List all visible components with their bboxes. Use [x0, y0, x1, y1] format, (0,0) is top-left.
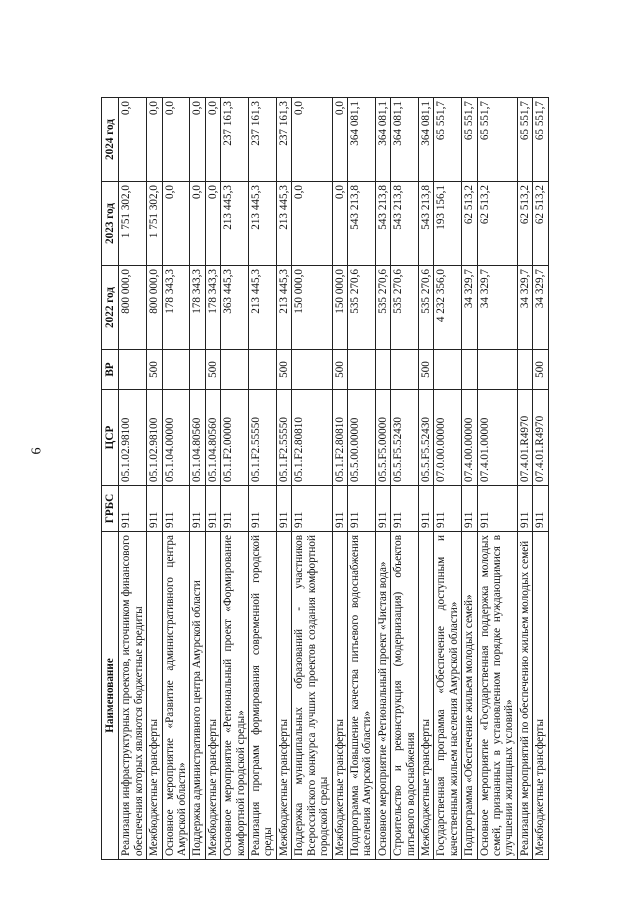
cell-2024: 237 161,3 [221, 98, 249, 182]
table-row [517, 98, 532, 860]
cell-2023: 543 213,8 [391, 182, 419, 266]
cell-grbs: 911 [517, 486, 532, 532]
cell-vr [190, 350, 205, 390]
header-2023: 2023 год [102, 182, 119, 266]
cell-grbs: 911 [391, 486, 419, 532]
table-body [119, 98, 548, 860]
cell-2024: 0,0 [332, 98, 347, 182]
cell-2023: 193 156,1 [434, 182, 462, 266]
cell-2023: 543 213,8 [418, 182, 433, 266]
cell-2022: 800 000,0 [119, 266, 147, 350]
cell-name: Строительство и реконструкция (модернизация) объектов питьевого водоснабжения [391, 532, 419, 860]
cell-csr: 05.1.F2.55550 [276, 390, 291, 486]
cell-csr: 05.1.04.00000 [162, 390, 190, 486]
table-row [119, 98, 147, 860]
cell-2024: 364 081,1 [347, 98, 375, 182]
cell-vr [477, 350, 517, 390]
cell-csr: 05.1.04.80560 [190, 390, 205, 486]
table-row [190, 98, 205, 860]
cell-2023: 0,0 [332, 182, 347, 266]
cell-2022: 34 329,7 [517, 266, 532, 350]
cell-vr [292, 350, 332, 390]
cell-grbs: 911 [162, 486, 190, 532]
cell-2023: 0,0 [162, 182, 190, 266]
table-row [249, 98, 277, 860]
cell-vr: 500 [276, 350, 291, 390]
header-vr: ВР [102, 350, 119, 390]
cell-2022: 34 329,7 [462, 266, 477, 350]
header-csr: ЦСР [102, 390, 119, 486]
cell-2022: 178 343,3 [190, 266, 205, 350]
cell-csr: 05.1.04.80560 [205, 390, 220, 486]
cell-2022: 535 270,6 [391, 266, 419, 350]
header-2022: 2022 год [102, 266, 119, 350]
cell-name: Межбюджетные трансферты [418, 532, 433, 860]
cell-name: Реализация мероприятий по обеспечению жильем молодых семей [517, 532, 532, 860]
table-row [332, 98, 347, 860]
cell-2024: 65 551,7 [462, 98, 477, 182]
cell-2024: 65 551,7 [477, 98, 517, 182]
cell-2023: 1 751 302,0 [147, 182, 162, 266]
table-row [533, 98, 548, 860]
cell-2022: 34 329,7 [533, 266, 548, 350]
cell-csr: 05.1.02.98100 [119, 390, 147, 486]
header-2024: 2024 год [102, 98, 119, 182]
cell-vr [517, 350, 532, 390]
cell-2024: 0,0 [205, 98, 220, 182]
cell-2022: 178 343,3 [205, 266, 220, 350]
cell-2023: 0,0 [190, 182, 205, 266]
cell-vr [462, 350, 477, 390]
cell-vr: 500 [205, 350, 220, 390]
cell-vr [221, 350, 249, 390]
cell-grbs: 911 [147, 486, 162, 532]
cell-2024: 0,0 [119, 98, 147, 182]
cell-2022: 213 445,3 [276, 266, 291, 350]
cell-csr: 05.5.00.00000 [347, 390, 375, 486]
cell-grbs: 911 [332, 486, 347, 532]
cell-csr: 05.1.F2.55550 [249, 390, 277, 486]
cell-2024: 65 551,7 [533, 98, 548, 182]
cell-2023: 62 513,2 [517, 182, 532, 266]
cell-2023: 543 213,8 [375, 182, 390, 266]
cell-vr [434, 350, 462, 390]
cell-2024: 364 081,1 [418, 98, 433, 182]
table-row [276, 98, 291, 860]
cell-2024: 0,0 [147, 98, 162, 182]
cell-vr [391, 350, 419, 390]
table-row [205, 98, 220, 860]
cell-2024: 65 551,7 [434, 98, 462, 182]
table-row [375, 98, 390, 860]
cell-grbs: 911 [119, 486, 147, 532]
cell-csr: 07.4.01.00000 [477, 390, 517, 486]
cell-csr: 07.4.00.00000 [462, 390, 477, 486]
cell-2022: 535 270,6 [347, 266, 375, 350]
cell-2024: 0,0 [190, 98, 205, 182]
cell-vr: 500 [147, 350, 162, 390]
cell-2024: 0,0 [162, 98, 190, 182]
cell-grbs: 911 [434, 486, 462, 532]
cell-vr: 500 [332, 350, 347, 390]
cell-2023: 62 513,2 [533, 182, 548, 266]
cell-csr: 05.1.F2.80810 [292, 390, 332, 486]
cell-vr: 500 [418, 350, 433, 390]
cell-2023: 213 445,3 [276, 182, 291, 266]
cell-csr: 05.1.F2.80810 [332, 390, 347, 486]
cell-vr [119, 350, 147, 390]
cell-csr: 05.5.F5.52430 [391, 390, 419, 486]
cell-2022: 150 000,0 [292, 266, 332, 350]
header-name: Наименование [102, 532, 119, 860]
cell-name: Государственная программа «Обеспечение доступным и качественным жильем населения Амурской области» [434, 532, 462, 860]
cell-2022: 34 329,7 [477, 266, 517, 350]
cell-grbs: 911 [533, 486, 548, 532]
cell-name: Основное мероприятие «Государственная поддержка молодых семей, признанных в установленном порядке нуждающимися в улучшении жилищных условий» [477, 532, 517, 860]
cell-vr [162, 350, 190, 390]
cell-csr: 07.0.00.00000 [434, 390, 462, 486]
cell-name: Основное мероприятие «Региональный проект «Формирование комфортной городской среды» [221, 532, 249, 860]
table-row [221, 98, 249, 860]
cell-2023: 62 513,2 [462, 182, 477, 266]
cell-name: Поддержка административного центра Амурской области [190, 532, 205, 860]
cell-2024: 65 551,7 [517, 98, 532, 182]
cell-csr: 05.1.02.98100 [147, 390, 162, 486]
table-row [162, 98, 190, 860]
cell-name: Реализация программ формирования современной городской среды [249, 532, 277, 860]
cell-2023: 62 513,2 [477, 182, 517, 266]
cell-csr: 07.4.01.R4970 [533, 390, 548, 486]
cell-grbs: 911 [347, 486, 375, 532]
cell-grbs: 911 [477, 486, 517, 532]
cell-2024: 237 161,3 [276, 98, 291, 182]
budget-table [101, 97, 549, 860]
cell-2023: 0,0 [205, 182, 220, 266]
cell-2023: 1 751 302,0 [119, 182, 147, 266]
cell-2022: 800 000,0 [147, 266, 162, 350]
table-row [391, 98, 419, 860]
table-row [347, 98, 375, 860]
table-row [292, 98, 332, 860]
cell-2023: 213 445,3 [249, 182, 277, 266]
cell-2022: 535 270,6 [418, 266, 433, 350]
cell-2024: 364 081,1 [391, 98, 419, 182]
cell-name: Основное мероприятие «Региональный проект «Чистая вода» [375, 532, 390, 860]
cell-grbs: 911 [292, 486, 332, 532]
cell-name: Межбюджетные трансферты [147, 532, 162, 860]
cell-grbs: 911 [375, 486, 390, 532]
cell-grbs: 911 [418, 486, 433, 532]
cell-grbs: 911 [462, 486, 477, 532]
cell-csr: 05.5.F5.52430 [418, 390, 433, 486]
table-row [147, 98, 162, 860]
cell-2022: 213 445,3 [249, 266, 277, 350]
cell-csr: 05.5.F5.00000 [375, 390, 390, 486]
cell-name: Подпрограмма «Обеспечение жильем молодых семей» [462, 532, 477, 860]
cell-name: Межбюджетные трансферты [332, 532, 347, 860]
table-header-row [102, 98, 119, 860]
cell-2024: 0,0 [292, 98, 332, 182]
cell-name: Подпрограмма «Повышение качества питьевого водоснабжения населения Амурской области» [347, 532, 375, 860]
cell-grbs: 911 [276, 486, 291, 532]
cell-grbs: 911 [205, 486, 220, 532]
page-number: 6 [29, 447, 45, 455]
header-grbs: ГРБС [102, 486, 119, 532]
table-row [418, 98, 433, 860]
cell-name: Межбюджетные трансферты [205, 532, 220, 860]
cell-2022: 363 445,3 [221, 266, 249, 350]
cell-2022: 4 232 356,0 [434, 266, 462, 350]
cell-2023: 543 213,8 [347, 182, 375, 266]
cell-name: Поддержка муниципальных образований - участников Всероссийского конкурса лучших проектов создания комфортной городской среды [292, 532, 332, 860]
table-row [434, 98, 462, 860]
cell-2022: 150 000,0 [332, 266, 347, 350]
cell-2024: 364 081,1 [375, 98, 390, 182]
rotated-page-content [101, 98, 588, 860]
cell-vr [249, 350, 277, 390]
cell-vr [347, 350, 375, 390]
cell-2023: 213 445,3 [221, 182, 249, 266]
cell-2022: 535 270,6 [375, 266, 390, 350]
cell-2023: 0,0 [292, 182, 332, 266]
cell-grbs: 911 [190, 486, 205, 532]
cell-name: Реализация инфраструктурных проектов, источником финансового обеспечения которых являются бюджетные кредиты [119, 532, 147, 860]
table-row [462, 98, 477, 860]
cell-name: Основное мероприятие «Развитие административного центра Амурской области» [162, 532, 190, 860]
cell-grbs: 911 [249, 486, 277, 532]
cell-2024: 237 161,3 [249, 98, 277, 182]
table-row [477, 98, 517, 860]
cell-csr: 05.1.F2.00000 [221, 390, 249, 486]
cell-grbs: 911 [221, 486, 249, 532]
cell-vr [375, 350, 390, 390]
cell-2022: 178 343,3 [162, 266, 190, 350]
cell-name: Межбюджетные трансферты [533, 532, 548, 860]
cell-csr: 07.4.01.R4970 [517, 390, 532, 486]
cell-vr: 500 [533, 350, 548, 390]
cell-name: Межбюджетные трансферты [276, 532, 291, 860]
